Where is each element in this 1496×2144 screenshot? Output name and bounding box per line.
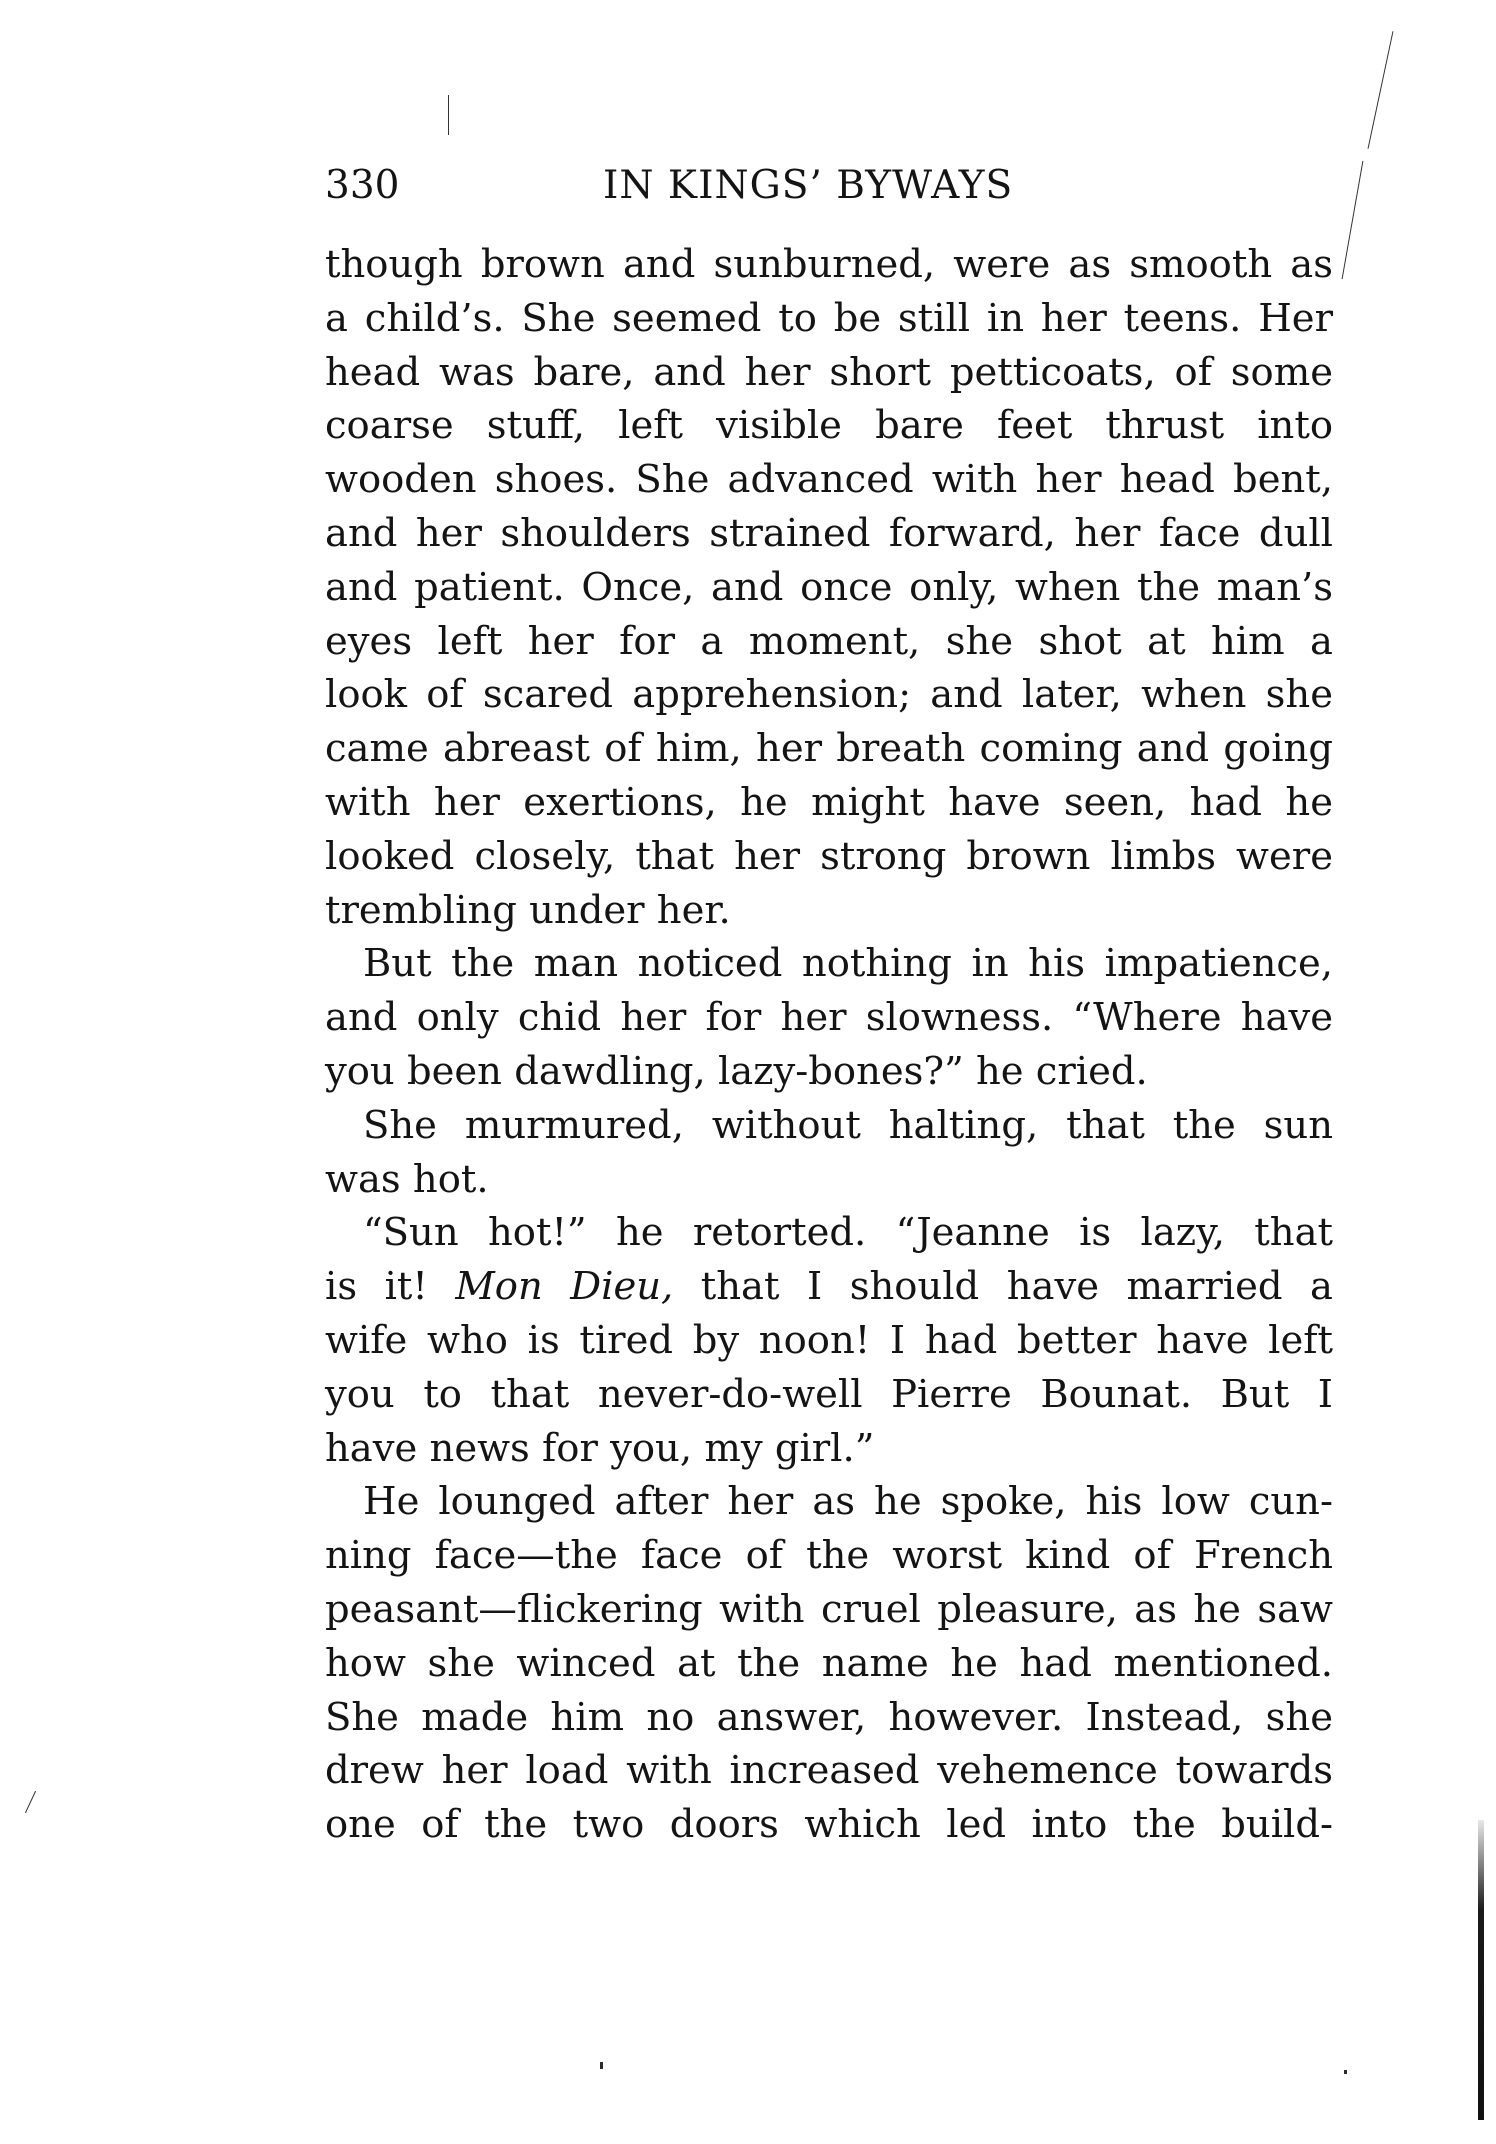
text-line: wooden shoes. She advanced with her head bent,	[325, 457, 1333, 503]
text-line: looked closely, that her strong brown limbs were	[325, 833, 1333, 879]
scan-speck	[1344, 2070, 1347, 2074]
text-line: and her shoulders strained forward, her face dull	[325, 510, 1333, 556]
text-line	[325, 1260, 1333, 1314]
scan-margin-line	[25, 1791, 36, 1813]
text-line: peasant—flickering with cruel pleasure, as he saw	[325, 1586, 1333, 1632]
text-line: She made him no answer, however. Instead, she	[325, 1694, 1333, 1740]
text-line: eyes left her for a moment, she shot at him a	[325, 618, 1333, 664]
page-header	[325, 158, 1333, 214]
text-line: trembling under her.	[325, 887, 731, 933]
text-line: was hot.	[325, 1156, 489, 1202]
text-line: and only chid her for her slowness. “Where have	[325, 995, 1333, 1041]
text-line: have news for you, my girl.”	[325, 1425, 875, 1471]
text-line: look of scared apprehension; and later, when she	[325, 672, 1333, 718]
italic-phrase: Mon Dieu,	[455, 1264, 674, 1310]
scan-margin-line	[448, 95, 449, 135]
text-line: wife who is tired by noon! I had better have left	[325, 1317, 1333, 1363]
paragraph-start-line: She murmured, without halting, that the sun	[363, 1102, 1333, 1148]
paragraph-start-line: But the man noticed nothing in his impatience,	[363, 941, 1333, 987]
scan-margin-line	[1368, 31, 1394, 149]
text-line: with her exertions, he might have seen, had he	[325, 779, 1333, 825]
scan-margin-line	[1342, 161, 1364, 279]
text-line: and patient. Once, and once only, when the man’s	[325, 564, 1333, 610]
text-line: you been dawdling, lazy-bones?” he cried.	[325, 1048, 1148, 1094]
text-line: though brown and sunburned, were as smooth as	[325, 242, 1333, 287]
text-line: one of the two doors which led into the build-	[325, 1802, 1333, 1848]
binding-edge	[1478, 1820, 1484, 2120]
scan-speck	[600, 2062, 603, 2069]
page-number: 330	[325, 163, 400, 208]
text-segment: is it!	[325, 1264, 456, 1310]
text-line: you to that never-do-well Pierre Bounat. But I	[325, 1371, 1333, 1417]
text-line: came abreast of him, her breath coming and going	[325, 726, 1333, 772]
text-line: a child’s. She seemed to be still in her teens. Her	[325, 295, 1333, 341]
paragraph-start-line: “Sun hot!” he retorted. “Jeanne is lazy, that	[363, 1210, 1333, 1256]
text-line: drew her load with increased vehemence towards	[325, 1748, 1333, 1794]
text-line: ning face—the face of the worst kind of French	[325, 1533, 1333, 1579]
paragraph-start-line: He lounged after her as he spoke, his low cun-	[363, 1479, 1333, 1525]
body-text	[325, 238, 1333, 1852]
text-segment: that I should have married a	[673, 1264, 1333, 1310]
text-line: head was bare, and her short petticoats, of some	[325, 349, 1333, 395]
running-head: IN KINGS’ BYWAYS	[603, 163, 1014, 208]
text-line: coarse stuff, left visible bare feet thrust into	[325, 403, 1333, 449]
text-line: how she winced at the name he had mentioned.	[325, 1640, 1333, 1686]
